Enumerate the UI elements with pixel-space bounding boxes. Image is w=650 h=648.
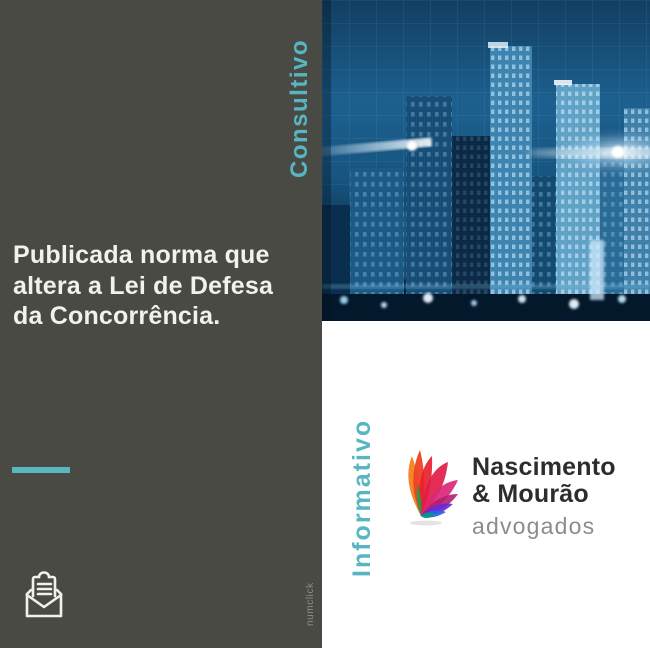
- firm-logo: [400, 434, 616, 540]
- firm-name: [472, 454, 616, 508]
- credit-label: numclick: [305, 582, 316, 626]
- left-panel: [0, 0, 322, 648]
- firm-name-line-2: & Mourão: [472, 480, 589, 508]
- colorful-feather-wing-icon: [400, 434, 464, 528]
- headline-line-3: da Concorrência.: [13, 302, 221, 330]
- firm-subtitle: advogados: [472, 513, 596, 539]
- firm-logo-text: [472, 434, 616, 540]
- open-envelope-newsletter-icon: [20, 571, 68, 621]
- teal-divider: [12, 467, 70, 473]
- vertical-label-informativo: Informativo: [348, 418, 376, 577]
- city-skyline-photo: [322, 0, 650, 321]
- logo-panel: [322, 321, 650, 648]
- headline: [13, 240, 313, 332]
- firm-name-line-1: Nascimento: [472, 453, 616, 481]
- headline-line-1: Publicada norma que: [13, 241, 270, 269]
- vertical-label-consultivo: Consultivo: [286, 39, 313, 178]
- headline-line-2: altera a Lei de Defesa: [13, 271, 274, 300]
